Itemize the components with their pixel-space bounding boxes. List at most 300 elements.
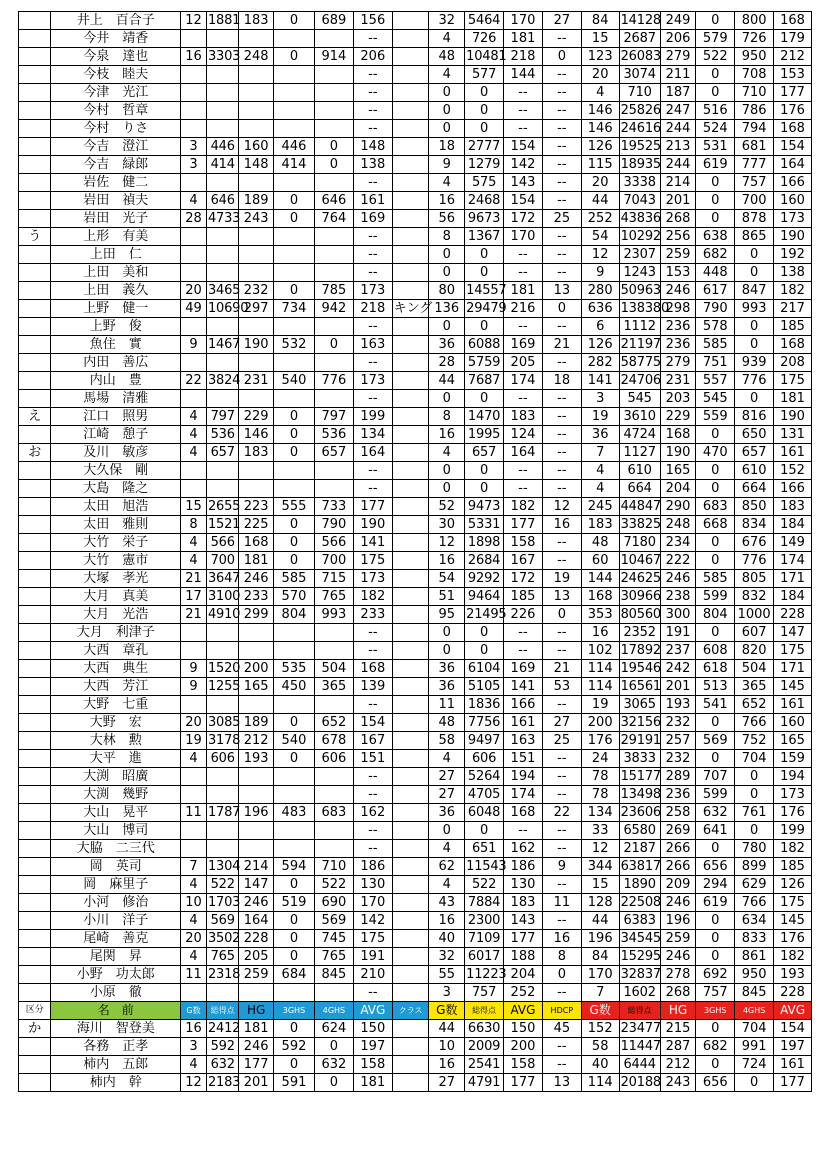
cell-g2-avg: 150 bbox=[504, 1020, 543, 1038]
cell-g3-avg: 184 bbox=[774, 516, 812, 534]
cell-g2-total: 606 bbox=[465, 750, 504, 768]
cell-g2-games: 0 bbox=[429, 462, 465, 480]
cell-g3-avg: 192 bbox=[774, 246, 812, 264]
cell-g2-avg: 161 bbox=[504, 714, 543, 732]
cell-g2-avg: 169 bbox=[504, 336, 543, 354]
cell-g2-hdcp: -- bbox=[542, 534, 581, 552]
cell-g1-games: 4 bbox=[181, 426, 207, 444]
cell-name: 小原 徹 bbox=[51, 984, 181, 1002]
cell-g3-hg: 243 bbox=[660, 1074, 696, 1092]
cell-g3-4ghs: 861 bbox=[735, 948, 774, 966]
cell-g3-hg: 298 bbox=[660, 300, 696, 318]
cell-g2-games: 11 bbox=[429, 696, 465, 714]
cell-g3-games: 78 bbox=[581, 786, 619, 804]
cell-g3-hg: 232 bbox=[660, 714, 696, 732]
cell-g1-4ghs: 785 bbox=[314, 282, 353, 300]
cell-g1-avg: -- bbox=[353, 390, 392, 408]
cell-g1-avg: 167 bbox=[353, 732, 392, 750]
cell-g1-games: 4 bbox=[181, 750, 207, 768]
cell-g2-total: 0 bbox=[465, 462, 504, 480]
table-row bbox=[19, 768, 812, 786]
cell-g3-avg: 175 bbox=[774, 894, 812, 912]
cell-g1-total: 2183 bbox=[207, 1075, 241, 1090]
cell-g3-total: 6444 bbox=[619, 1056, 660, 1074]
cell-g1-3ghs: 570 bbox=[273, 588, 314, 606]
cell-g1-games bbox=[181, 318, 207, 336]
cell-g1-total: 2412 bbox=[207, 1021, 241, 1036]
cell-section bbox=[19, 66, 51, 84]
cell-section bbox=[19, 552, 51, 570]
cell-g1-4ghs: 765 bbox=[314, 588, 353, 606]
cell-g2-games: 95 bbox=[429, 606, 465, 624]
cell-section bbox=[19, 804, 51, 822]
cell-g1-4ghs: 606 bbox=[314, 750, 353, 768]
cell-g2-games: 0 bbox=[429, 822, 465, 840]
cell-name: 上田 仁 bbox=[51, 246, 181, 264]
cell-g1-3ghs bbox=[273, 318, 314, 336]
cell-g2-hdcp: 25 bbox=[542, 732, 581, 750]
cell-g1-total: 2655 bbox=[207, 499, 241, 514]
cell-g1-4ghs: 365 bbox=[314, 678, 353, 696]
cell-g1-3ghs: 585 bbox=[273, 570, 314, 588]
cell-g1-avg: 175 bbox=[353, 552, 392, 570]
cell-g1-avg: 191 bbox=[353, 948, 392, 966]
cell-g3-hg: 153 bbox=[660, 264, 696, 282]
cell-g3-games: 40 bbox=[581, 1056, 619, 1074]
cell-section bbox=[19, 462, 51, 480]
cell-g3-total: 3074 bbox=[619, 66, 660, 84]
cell-g3-hg: 279 bbox=[660, 48, 696, 66]
cell-g3-avg: 182 bbox=[774, 840, 812, 858]
cell-g2-games: 36 bbox=[429, 804, 465, 822]
cell-name: 小野 功太郎 bbox=[51, 966, 181, 984]
cell-g3-games: 58 bbox=[581, 1038, 619, 1056]
cell-g2-avg: -- bbox=[504, 462, 543, 480]
cell-g2-games: 4 bbox=[429, 444, 465, 462]
cell-g3-4ghs: 865 bbox=[735, 228, 774, 246]
cell-g3-games: 84 bbox=[581, 12, 619, 30]
cell-name: 各務 正孝 bbox=[51, 1038, 181, 1056]
cell-g1-avg: 206 bbox=[353, 48, 392, 66]
cell-g1-games bbox=[181, 264, 207, 282]
cell-g2-avg: 124 bbox=[504, 426, 543, 444]
cell-g3-total: 25826 bbox=[620, 103, 661, 118]
cell-g3-games: 19 bbox=[581, 408, 619, 426]
table-row bbox=[19, 462, 812, 480]
table-row bbox=[19, 966, 812, 984]
cell-g1-3ghs: 0 bbox=[273, 426, 314, 444]
cell-g3-4ghs: 766 bbox=[735, 714, 774, 732]
cell-name: 上田 美和 bbox=[51, 264, 181, 282]
cell-g3-total: 3338 bbox=[619, 174, 660, 192]
cell-g2-total: 0 bbox=[465, 624, 504, 642]
cell-g1-total: 522 bbox=[206, 876, 238, 894]
cell-g2-hdcp: -- bbox=[542, 156, 581, 174]
cell-g1-4ghs: 536 bbox=[314, 426, 353, 444]
cell-g2-total: 651 bbox=[465, 840, 504, 858]
cell-g1-games: 4 bbox=[181, 912, 207, 930]
cell-name: 魚住 實 bbox=[51, 336, 181, 354]
cell-g2-total: 6017 bbox=[465, 948, 504, 966]
cell-g3-avg: 181 bbox=[774, 390, 812, 408]
cell-g1-avg: 154 bbox=[353, 714, 392, 732]
cell-g2-total: 657 bbox=[465, 444, 504, 462]
cell-g2-games: 62 bbox=[429, 858, 465, 876]
cell-g2-avg: 169 bbox=[504, 660, 543, 678]
cell-section bbox=[19, 966, 51, 984]
cell-g2-total: 726 bbox=[465, 30, 504, 48]
cell-class bbox=[392, 372, 429, 390]
cell-g2-avg: 174 bbox=[504, 372, 543, 390]
cell-g2-games: 27 bbox=[429, 786, 465, 804]
cell-class bbox=[392, 282, 429, 300]
cell-class bbox=[392, 786, 429, 804]
cell-g2-hdcp: 22 bbox=[542, 804, 581, 822]
cell-g3-4ghs: 776 bbox=[735, 372, 774, 390]
cell-g3-total: 2352 bbox=[619, 624, 660, 642]
table-row bbox=[19, 138, 812, 156]
cell-name: 大野 宏 bbox=[51, 714, 181, 732]
cell-g3-4ghs: 700 bbox=[735, 192, 774, 210]
cell-section bbox=[19, 30, 51, 48]
cell-g3-3ghs: 790 bbox=[696, 300, 735, 318]
cell-section bbox=[19, 840, 51, 858]
cell-g1-3ghs: 0 bbox=[273, 192, 314, 210]
cell-g1-3ghs bbox=[273, 840, 314, 858]
cell-g2-hdcp: -- bbox=[542, 750, 581, 768]
cell-section bbox=[19, 930, 51, 948]
cell-g1-total bbox=[206, 768, 238, 786]
cell-g2-games: 80 bbox=[429, 282, 465, 300]
cell-g3-3ghs: 516 bbox=[696, 102, 735, 120]
cell-g2-avg: 183 bbox=[504, 894, 543, 912]
table-header bbox=[19, 1002, 812, 1020]
cell-g1-4ghs bbox=[314, 840, 353, 858]
cell-section bbox=[19, 192, 51, 210]
cell-name: 今井 靖香 bbox=[51, 30, 181, 48]
cell-g3-3ghs: 557 bbox=[696, 372, 735, 390]
cell-g1-total: 3502 bbox=[207, 931, 241, 946]
cell-name: 江口 照男 bbox=[51, 408, 181, 426]
cell-g3-hg: 266 bbox=[660, 858, 696, 876]
cell-g1-avg: 210 bbox=[353, 966, 392, 984]
cell-g3-4ghs: 800 bbox=[735, 12, 774, 30]
cell-section bbox=[19, 660, 51, 678]
cell-g3-total: 23606 bbox=[620, 805, 661, 820]
cell-g3-4ghs: 761 bbox=[735, 804, 774, 822]
cell-g3-avg: 131 bbox=[774, 426, 812, 444]
cell-g2-avg: 182 bbox=[504, 498, 543, 516]
cell-g2-avg: 183 bbox=[504, 408, 543, 426]
cell-g3-avg: 190 bbox=[774, 408, 812, 426]
cell-g3-total: 33825 bbox=[620, 517, 661, 532]
cell-g3-total: 58775 bbox=[620, 355, 661, 370]
cell-g1-games bbox=[181, 840, 207, 858]
cell-g2-total: 6048 bbox=[465, 804, 504, 822]
cell-g2-games: 0 bbox=[429, 120, 465, 138]
cell-g2-hdcp: -- bbox=[542, 696, 581, 714]
cell-g1-avg: 186 bbox=[353, 858, 392, 876]
cell-g1-games: 17 bbox=[181, 588, 207, 606]
cell-g3-3ghs: 668 bbox=[696, 516, 735, 534]
cell-class bbox=[392, 408, 429, 426]
cell-g1-hg bbox=[239, 984, 274, 1002]
cell-g3-avg: 177 bbox=[774, 84, 812, 102]
cell-g3-4ghs: 681 bbox=[735, 138, 774, 156]
cell-g1-3ghs: 0 bbox=[273, 210, 314, 228]
cell-g1-total: 569 bbox=[206, 912, 238, 930]
cell-g3-games: 44 bbox=[581, 912, 619, 930]
cell-g1-hg bbox=[239, 768, 274, 786]
cell-name: 大林 勲 bbox=[51, 732, 181, 750]
cell-g2-games: 4 bbox=[429, 66, 465, 84]
cell-section: お bbox=[19, 444, 51, 462]
cell-g2-total: 29479 bbox=[466, 301, 507, 316]
cell-g2-games: 44 bbox=[429, 1020, 465, 1038]
cell-g2-total: 9473 bbox=[465, 498, 504, 516]
cell-g3-3ghs: 0 bbox=[696, 1056, 735, 1074]
cell-g1-avg: 148 bbox=[353, 138, 392, 156]
cell-g1-avg: 138 bbox=[353, 156, 392, 174]
cell-g1-4ghs: 745 bbox=[314, 930, 353, 948]
cell-g3-avg: 212 bbox=[774, 48, 812, 66]
cell-g3-games: 636 bbox=[581, 300, 619, 318]
cell-g2-total: 10481 bbox=[466, 49, 507, 64]
cell-class bbox=[392, 120, 429, 138]
cell-g3-hg: 244 bbox=[660, 120, 696, 138]
cell-g1-avg: 164 bbox=[353, 444, 392, 462]
cell-g1-total bbox=[206, 840, 238, 858]
cell-g1-games: 20 bbox=[181, 282, 207, 300]
cell-g1-games: 20 bbox=[181, 714, 207, 732]
cell-g1-avg: 175 bbox=[353, 930, 392, 948]
cell-g3-avg: 171 bbox=[774, 570, 812, 588]
cell-g3-4ghs: 0 bbox=[735, 786, 774, 804]
cell-g2-hdcp: 27 bbox=[542, 12, 581, 30]
cell-g3-3ghs: 0 bbox=[696, 12, 735, 30]
cell-g3-games: 12 bbox=[581, 840, 619, 858]
cell-g3-hg: 196 bbox=[660, 912, 696, 930]
cell-g3-avg: 171 bbox=[774, 660, 812, 678]
cell-g3-4ghs: 704 bbox=[735, 1020, 774, 1038]
cell-g2-games: 9 bbox=[429, 156, 465, 174]
cell-g1-hg: 205 bbox=[239, 948, 274, 966]
cell-g3-4ghs: 780 bbox=[735, 840, 774, 858]
cell-g2-hdcp: 25 bbox=[542, 210, 581, 228]
table-row bbox=[19, 786, 812, 804]
cell-class bbox=[392, 912, 429, 930]
cell-g1-games bbox=[181, 120, 207, 138]
cell-name: 柿内 幹 bbox=[51, 1074, 181, 1092]
cell-name: 大島 隆之 bbox=[51, 480, 181, 498]
cell-g2-total: 14557 bbox=[466, 283, 507, 298]
cell-g2-avg: 216 bbox=[504, 300, 543, 318]
table-row bbox=[19, 1038, 812, 1056]
cell-g3-4ghs: 0 bbox=[735, 1074, 774, 1092]
cell-class bbox=[392, 516, 429, 534]
cell-g3-avg: 185 bbox=[774, 318, 812, 336]
cell-name: 海川 智登美 bbox=[51, 1020, 181, 1038]
cell-g2-avg: 158 bbox=[504, 1056, 543, 1074]
cell-g2-hdcp: 11 bbox=[542, 894, 581, 912]
cell-g1-hg: 223 bbox=[239, 498, 274, 516]
cell-g1-hg bbox=[239, 840, 274, 858]
cell-section bbox=[19, 1038, 51, 1056]
cell-g2-games: 0 bbox=[429, 642, 465, 660]
cell-g3-4ghs: 991 bbox=[735, 1038, 774, 1056]
cell-g1-4ghs bbox=[314, 390, 353, 408]
cell-g2-hdcp: -- bbox=[542, 444, 581, 462]
cell-section bbox=[19, 696, 51, 714]
cell-g1-total: 536 bbox=[206, 426, 238, 444]
cell-g1-hg: 259 bbox=[239, 966, 274, 984]
cell-g3-hg: 246 bbox=[660, 948, 696, 966]
cell-g1-avg: 151 bbox=[353, 750, 392, 768]
cell-g1-3ghs: 0 bbox=[273, 408, 314, 426]
cell-g3-avg: 197 bbox=[774, 1038, 812, 1056]
cell-g3-hg: 232 bbox=[660, 750, 696, 768]
cell-g3-4ghs: 710 bbox=[735, 84, 774, 102]
cell-g1-games: 11 bbox=[181, 966, 207, 984]
cell-name: 岩田 禎夫 bbox=[51, 192, 181, 210]
cell-class bbox=[392, 678, 429, 696]
cell-g1-games bbox=[181, 624, 207, 642]
cell-g3-hg: 279 bbox=[660, 354, 696, 372]
cell-g1-games: 4 bbox=[181, 948, 207, 966]
cell-g3-3ghs: 470 bbox=[696, 444, 735, 462]
cell-g1-avg: 156 bbox=[353, 12, 392, 30]
cell-g2-total: 2684 bbox=[465, 552, 504, 570]
header-g1-games: G数 bbox=[181, 1002, 207, 1020]
cell-name: 井上 百合子 bbox=[51, 12, 181, 30]
cell-g2-avg: -- bbox=[504, 264, 543, 282]
cell-g3-4ghs: 1000 bbox=[735, 606, 774, 624]
cell-name: 大山 晃平 bbox=[51, 804, 181, 822]
cell-g2-avg: -- bbox=[504, 318, 543, 336]
cell-class bbox=[392, 984, 429, 1002]
cell-g1-avg: 150 bbox=[353, 1020, 392, 1038]
cell-g2-avg: 141 bbox=[504, 678, 543, 696]
cell-g3-avg: 154 bbox=[774, 1020, 812, 1038]
cell-g3-total: 32156 bbox=[620, 715, 661, 730]
cell-g3-4ghs: 899 bbox=[735, 858, 774, 876]
cell-g1-games: 7 bbox=[181, 858, 207, 876]
cell-g2-total: 5331 bbox=[465, 516, 504, 534]
cell-g3-hg: 259 bbox=[660, 930, 696, 948]
cell-class bbox=[392, 138, 429, 156]
table-row bbox=[19, 696, 812, 714]
cell-g2-hdcp: 21 bbox=[542, 660, 581, 678]
cell-g1-hg: 214 bbox=[239, 858, 274, 876]
table-row bbox=[19, 894, 812, 912]
cell-g1-4ghs: 845 bbox=[314, 966, 353, 984]
cell-g3-hg: 237 bbox=[660, 642, 696, 660]
table-row bbox=[19, 390, 812, 408]
cell-g3-avg: 228 bbox=[774, 984, 812, 1002]
cell-g3-avg: 184 bbox=[774, 588, 812, 606]
cell-name: 岡 英司 bbox=[51, 858, 181, 876]
cell-g3-hg: 209 bbox=[660, 876, 696, 894]
cell-g2-games: 4 bbox=[429, 876, 465, 894]
cell-name: 大野 七重 bbox=[51, 696, 181, 714]
cell-g3-avg: 160 bbox=[774, 714, 812, 732]
cell-g3-4ghs: 816 bbox=[735, 408, 774, 426]
cell-g2-avg: -- bbox=[504, 84, 543, 102]
cell-section bbox=[19, 480, 51, 498]
cell-section bbox=[19, 264, 51, 282]
table-row bbox=[19, 588, 812, 606]
cell-g3-avg: 185 bbox=[774, 858, 812, 876]
cell-class bbox=[392, 750, 429, 768]
cell-g1-games bbox=[181, 642, 207, 660]
cell-g3-3ghs: 0 bbox=[696, 192, 735, 210]
cell-g3-hg: 257 bbox=[660, 732, 696, 750]
cell-name: 大竹 憲市 bbox=[51, 552, 181, 570]
cell-g3-total: 7043 bbox=[619, 192, 660, 210]
cell-g2-hdcp: -- bbox=[542, 1056, 581, 1074]
cell-name: 大平 進 bbox=[51, 750, 181, 768]
cell-g2-total: 0 bbox=[465, 120, 504, 138]
cell-g1-games: 3 bbox=[181, 156, 207, 174]
cell-g2-games: 16 bbox=[429, 192, 465, 210]
cell-g2-total: 757 bbox=[465, 984, 504, 1002]
cell-g1-total: 3100 bbox=[207, 589, 241, 604]
cell-g1-avg: 158 bbox=[353, 1056, 392, 1074]
cell-class bbox=[392, 318, 429, 336]
cell-g1-4ghs bbox=[314, 624, 353, 642]
cell-g1-total: 1787 bbox=[207, 805, 241, 820]
table-row bbox=[19, 372, 812, 390]
cell-name: 江崎 憩子 bbox=[51, 426, 181, 444]
cell-g2-hdcp: -- bbox=[542, 840, 581, 858]
cell-g2-hdcp: -- bbox=[542, 642, 581, 660]
header-section: 区分 bbox=[19, 1002, 51, 1020]
cell-g1-4ghs: 632 bbox=[314, 1056, 353, 1074]
cell-g3-avg: 145 bbox=[774, 678, 812, 696]
cell-g2-hdcp: -- bbox=[542, 552, 581, 570]
cell-g1-4ghs bbox=[314, 768, 353, 786]
cell-g1-hg bbox=[239, 228, 274, 246]
cell-g1-4ghs bbox=[314, 354, 353, 372]
cell-g3-total: 4724 bbox=[619, 426, 660, 444]
cell-g1-4ghs: 776 bbox=[314, 372, 353, 390]
cell-g3-hg: 214 bbox=[660, 174, 696, 192]
cell-class bbox=[392, 840, 429, 858]
cell-g1-4ghs bbox=[314, 66, 353, 84]
cell-name: 大山 博司 bbox=[51, 822, 181, 840]
cell-g3-3ghs: 641 bbox=[696, 822, 735, 840]
cell-name: 今村 哲章 bbox=[51, 102, 181, 120]
table-row bbox=[19, 552, 812, 570]
cell-g3-3ghs: 545 bbox=[696, 390, 735, 408]
cell-g2-games: 0 bbox=[429, 264, 465, 282]
cell-g1-hg: 246 bbox=[239, 1038, 274, 1056]
cell-class bbox=[392, 552, 429, 570]
cell-g2-games: 16 bbox=[429, 552, 465, 570]
cell-g3-4ghs: 776 bbox=[735, 552, 774, 570]
cell-g3-games: 245 bbox=[581, 498, 619, 516]
cell-g1-avg: -- bbox=[353, 318, 392, 336]
cell-g3-games: 20 bbox=[581, 174, 619, 192]
cell-g1-hg: 164 bbox=[239, 912, 274, 930]
cell-g1-total bbox=[206, 84, 238, 102]
cell-g1-hg bbox=[239, 30, 274, 48]
cell-g1-total: 4910 bbox=[207, 607, 241, 622]
cell-g1-4ghs bbox=[314, 318, 353, 336]
cell-g3-3ghs: 579 bbox=[696, 30, 735, 48]
cell-g3-games: 126 bbox=[581, 138, 619, 156]
cell-g2-total: 7109 bbox=[465, 930, 504, 948]
